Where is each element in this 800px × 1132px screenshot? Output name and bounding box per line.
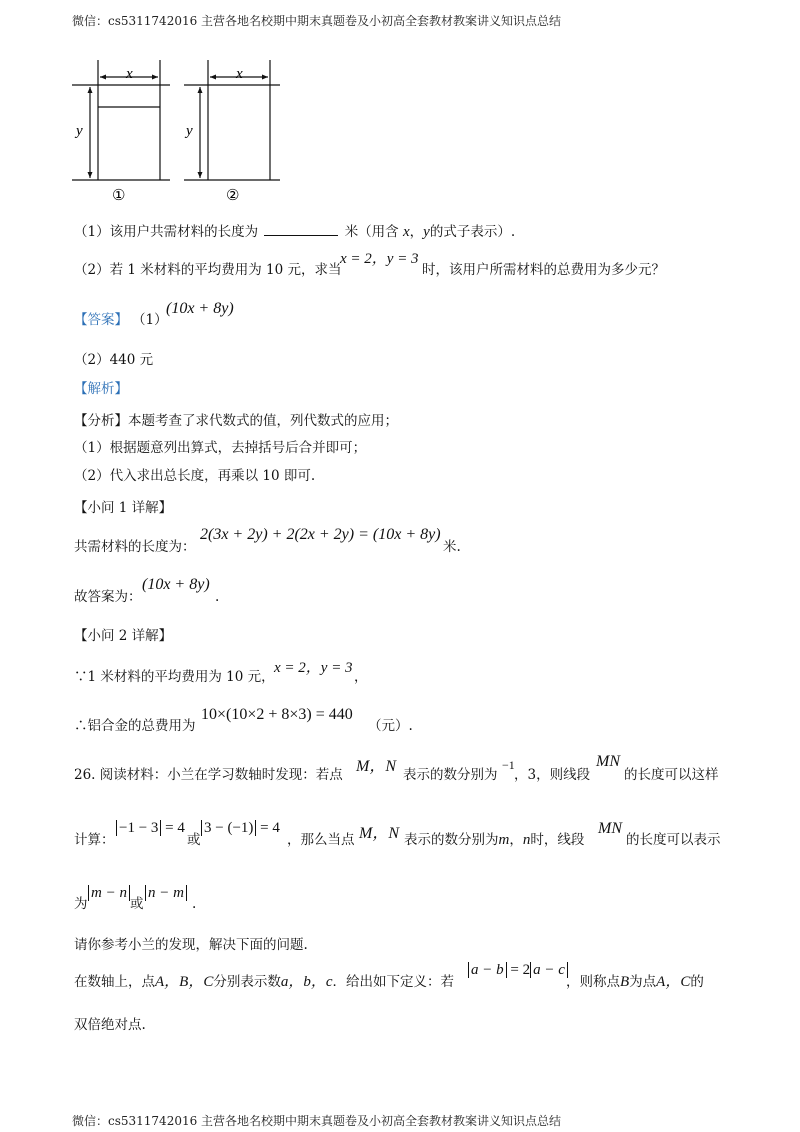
p26-line-3a: 为 <box>74 896 88 912</box>
p26-abs-n-m: n − m <box>145 885 187 902</box>
fig1-caption: ① <box>112 188 126 204</box>
detail-1-answer-lead: 故答案为： <box>74 589 142 605</box>
p26-points-mn: M，N <box>356 758 397 775</box>
question-2-text: （2）若 1 米材料的平均费用为 10 元，求当 <box>74 262 342 278</box>
p26-line-5: 在数轴上，点A，B，C分别表示数a，b，c．给出如下定义：若 <box>74 974 455 990</box>
p26-line-5-tail: ，则称点B为点A，C的 <box>566 974 704 990</box>
answer-expr1: (10x + 8y) <box>166 300 234 317</box>
p26-abs-m-n: m − n <box>88 885 130 902</box>
fig2-caption: ② <box>226 188 240 204</box>
p26-segment-mn-2: MN <box>598 820 622 837</box>
detail-1-expr: 2(3x + 2y) + 2(2x + 2y) = (10x + 8y) <box>200 526 441 543</box>
question-2-condition: x = 2，y = 3 <box>340 251 419 267</box>
p26-line-1b: 表示的数分别为 <box>403 767 498 783</box>
fig1-x-label: x <box>126 66 133 82</box>
p26-line-4: 请你参考小兰的发现，解决下面的问题. <box>74 937 308 953</box>
detail-2-title: 【小问 2 详解】 <box>74 628 173 644</box>
page-header: 微信：cs5311742016 主营各地名校期中期末真题卷及小初高全套教材教案讲义知识点总结 <box>72 14 562 28</box>
analysis-label: 【解析】 <box>74 381 128 397</box>
detail-2-expr: 10×(10×2 + 8×3) = 440 <box>201 706 353 723</box>
answer-blank <box>264 221 338 236</box>
p26-line-6: 双倍绝对点. <box>74 1017 146 1033</box>
detail-2-lead: ∵1 米材料的平均费用为 10 元， <box>74 669 275 685</box>
detail-2-condition-end: ， <box>354 669 368 685</box>
p26-line-2b: ，那么当点 <box>287 832 355 848</box>
p26-line-3-end: . <box>192 896 197 912</box>
detail-1-lead: 共需材料的长度为： <box>74 539 196 555</box>
p26-or-2: 或 <box>130 896 144 912</box>
p26-definition-expr: a − b = 2 a − c <box>468 962 568 979</box>
detail-1-answer-end: . <box>215 589 220 605</box>
answer-label: 【答案】 <box>74 312 128 328</box>
detail-2-lead-2: ∴铝合金的总费用为 <box>74 718 196 734</box>
p26-line-1a: 26. 阅读材料：小兰在学习数轴时发现：若点 <box>74 767 343 783</box>
analysis-line-3: （2）代入求出总长度，再乘以 10 即可. <box>74 468 316 484</box>
p26-line-1c: ，3，则线段 <box>514 767 591 783</box>
p26-segment-mn: MN <box>596 753 620 770</box>
detail-1-title: 【小问 1 详解】 <box>74 500 173 516</box>
answer-part2: （2）440 元 <box>74 352 154 368</box>
detail-2-condition: x = 2，y = 3 <box>274 660 353 676</box>
p26-or-1: 或 <box>187 832 201 848</box>
fig2-x-label: x <box>236 66 243 82</box>
detail-2-unit: （元）. <box>368 718 413 734</box>
p26-abs-calc-2: 3 − (−1) = 4 <box>201 820 280 837</box>
detail-1-unit: 米. <box>443 539 461 555</box>
p26-line-2c: 表示的数分别为m，n时，线段 <box>404 832 585 848</box>
analysis-line-1: 【分析】本题考查了求代数式的值，列代数式的应用； <box>74 413 398 429</box>
p26-line-1d: 的长度可以这样 <box>624 767 719 783</box>
detail-1-answer-expr: (10x + 8y) <box>142 576 210 593</box>
question-1: （1）该用户共需材料的长度为 米（用含 x，y的式子表示）. <box>74 221 515 241</box>
p26-neg-one: −1 <box>502 758 515 772</box>
page-footer: 微信：cs5311742016 主营各地名校期中期末真题卷及小初高全套教材教案讲义知识点总结 <box>72 1114 562 1128</box>
question-2-tail: 时，该用户所需材料的总费用为多少元？ <box>422 262 665 278</box>
p26-points-mn-2: M，N <box>359 825 400 842</box>
fig1-y-label: y <box>76 123 83 139</box>
p26-abs-calc-1: −1 − 3 = 4 <box>116 820 185 837</box>
analysis-line-2: （1）根据题意列出算式，去掉括号后合并即可； <box>74 440 367 456</box>
rectangle-figures <box>60 55 300 205</box>
fig2-y-label: y <box>186 123 193 139</box>
answer-part1: （1） <box>132 312 168 328</box>
p26-line-2a: 计算： <box>74 832 115 848</box>
p26-line-2e: 的长度可以表示 <box>626 832 721 848</box>
